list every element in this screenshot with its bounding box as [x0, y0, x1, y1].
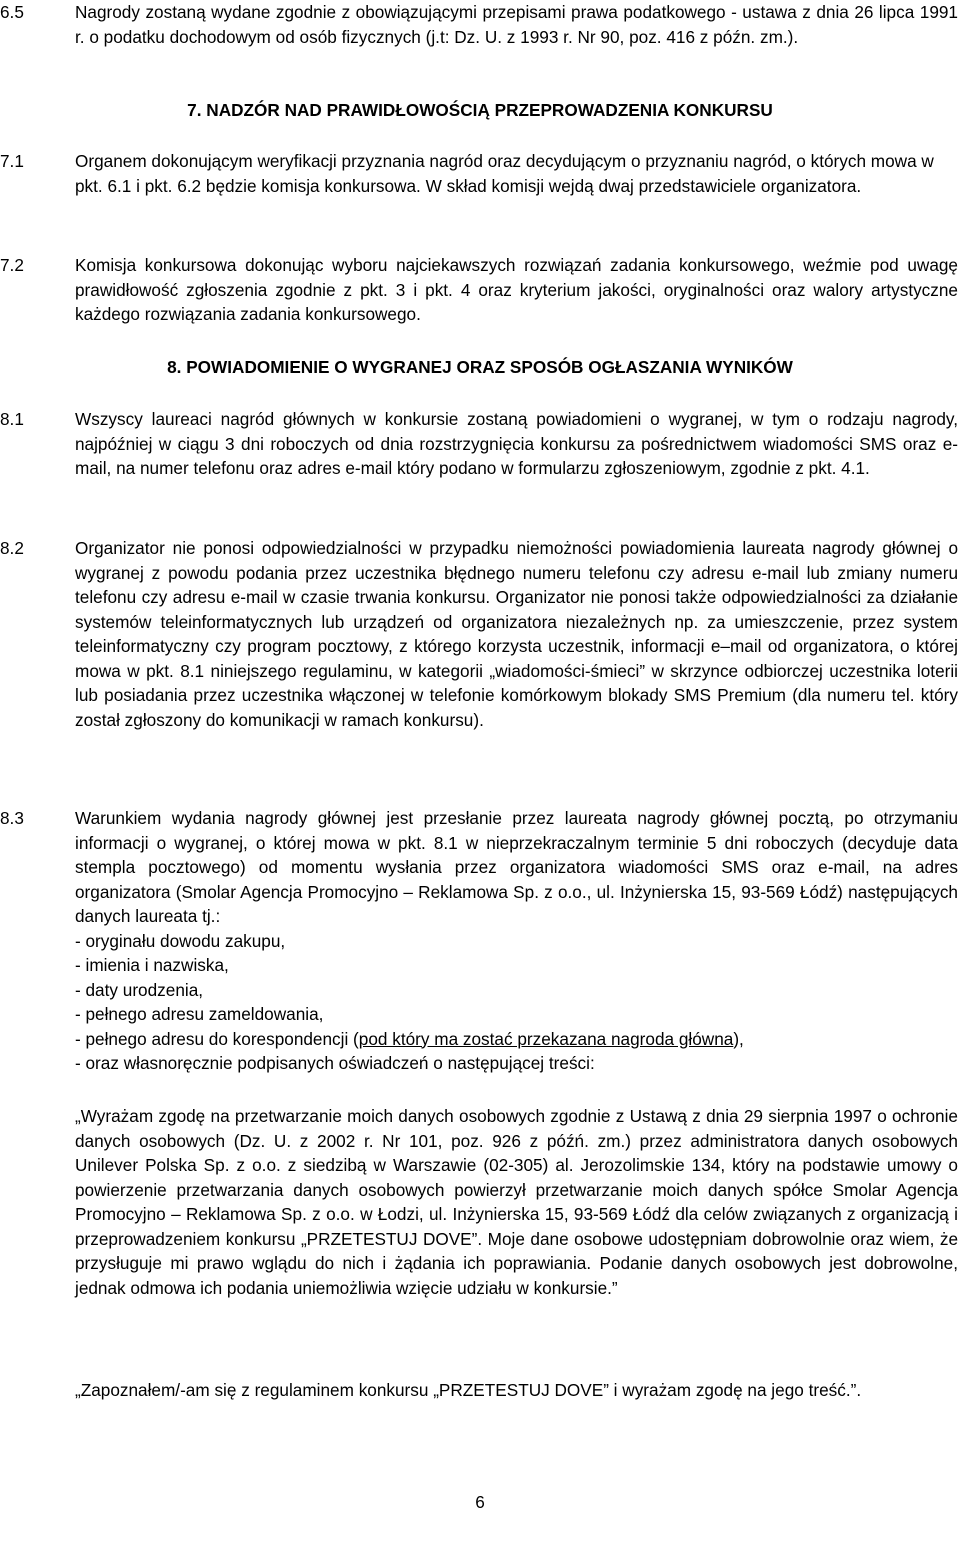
underlined-text: pod który ma zostać przekazana nagroda główna: [358, 1028, 734, 1049]
section-text: Nagrody zostaną wydane zgodnie z obowiązującymi przepisami prawa podatkowego - ustawa z dnia 26 lipca 1991 r. o podatku dochodowym od osób fizycznych (j.t: Dz. U. z 1993 r. Nr 90, poz. 416 z późn. zm.).: [75, 2, 958, 47]
list-item: - daty urodzenia,: [75, 979, 204, 1000]
consent-statement-2: [0, 1378, 958, 1403]
list-item: - oraz własnoręcznie podpisanych oświadczeń o następującej treści:: [75, 1053, 595, 1073]
page-number: 6: [475, 1492, 485, 1512]
section-8-2: [0, 536, 958, 732]
list-item-correspondence: [75, 1027, 958, 1052]
section-8-3: [0, 806, 958, 1076]
section-text: Warunkiem wydania nagrody głównej jest przesłanie przez laureata nagrody głównej pocztą, po otrzymaniu informacji o wygranej, o której mowa w pkt. 8.1 w nieprzekraczalnym terminie 5 dni roboczych (decyduje data stempla pocztowego) od momentu wysłania przez organizatora wiadomości SMS oraz e-mail, na adres organizatora (Smolar Agencja Promocyjno – Reklamowa Sp. z o.o., ul. Inżynierska 15, 93-569 Łódź) następujących danych laureata tj.:: [75, 808, 958, 926]
section-number: 6.5: [0, 2, 24, 22]
quote-text: „Wyrażam zgodę na przetwarzanie moich danych osobowych zgodnie z Ustawą z dnia 29 sierpnia 1997 o ochronie danych osobowych (Dz. U. z 2002 r. Nr 101, poz. 926 z późń. zm.) przez administratora danych osobowych Unilever Polska Sp. z o.o. z siedzibą w Warszawie (02-305) al. Jerozolimskie 134, który na podstawie umowy o powierzenie przetwarzania danych osobowych powierzył przetwarzanie moich danych spółce Smolar Agencja Promocyjno – Reklamowa Sp. z o.o. w Łodzi, ul. Inżynierska 15, 93-569 Łódź dla celów związanych z organizacją i przeprowadzeniem konkursu „PRZETESTUJ DOVE”. Moje dane osobowe udostępniam dobrowolnie oraz wiem, że przysługuje mi prawo wglądu do nich i żądania ich poprawiania. Podanie danych osobowych jest dobrowolne, jednak odmowa ich podania uniemożliwia wzięcie udziału w konkursie.”: [75, 1106, 958, 1298]
list-item: - imienia i nazwiska,: [75, 955, 229, 975]
section-7-1: [0, 149, 958, 198]
list-item-text-end: ),: [733, 1028, 744, 1049]
heading-section-8: 8. POWIADOMIENIE O WYGRANEJ ORAZ SPOSÓB OGŁASZANIA WYNIKÓW: [167, 357, 793, 377]
heading-section-7: 7. NADZÓR NAD PRAWIDŁOWOŚCIĄ PRZEPROWADZENIA KONKURSU: [187, 100, 773, 120]
section-number: 7.1: [0, 151, 24, 171]
section-number: 8.2: [0, 538, 24, 558]
list-item: - oryginału dowodu zakupu,: [75, 930, 286, 951]
section-7-2: [0, 253, 958, 327]
section-text: Organizator nie ponosi odpowiedzialności w przypadku niemożności powiadomienia laureata nagrody głównej o wygranej z powodu podania przez uczestnika błędnego numeru telefonu czy adresu e-mail lub zmiany numeru telefonu czy adresu e-mail w czasie trwania konkursu. Organizator nie ponosi także odpowiedzialności za działanie systemów teleinformatycznych lub urządzeń od organizatora niezależnych np. za umieszczenie, przez system teleinformatyczny czy program pocztowy, z którego korzysta uczestnik, informacji e–mail od organizatora, o której mowa w pkt. 8.1 niniejszego regulaminu, w kategorii „wiadomości-śmieci” w skrzynce odbiorczej uczestnika loterii lub posiadania przez uczestnika włączonej w telefonie komórkowym blokady SMS Premium (dla numeru tel. który został zgłoszony do komunikacji w ramach konkursu).: [75, 538, 958, 730]
consent-statement-1: [0, 1104, 958, 1300]
quote-text: „Zapoznałem/-am się z regulaminem konkursu „PRZETESTUJ DOVE” i wyrażam zgodę na jego treść.”.: [75, 1380, 862, 1400]
section-8-1: [0, 407, 958, 481]
section-text: Wszyscy laureaci nagród głównych w konkursie zostaną powiadomieni o wygranej, w tym o rodzaju nagrody, najpóźniej w ciągu 3 dni roboczych od dnia rozstrzygnięcia konkursu za pośrednictwem wiadomości SMS oraz e-mail, na numer telefonu oraz adres e-mail który podano w formularzu zgłoszeniowym, zgodnie z pkt. 4.1.: [75, 409, 958, 478]
section-number: 8.3: [0, 808, 24, 828]
section-text: Komisja konkursowa dokonując wyboru najciekawszych rozwiązań zadania konkursowego, weźmie pod uwagę prawidłowość zgłoszenia zgodnie z pkt. 3 i pkt. 4 oraz kryterium jakości, oryginalności oraz walory artystyczne każdego rozwiązania zadania konkursowego.: [75, 255, 958, 324]
section-text: Organem dokonującym weryfikacji przyznania nagród oraz decydującym o przyznaniu nagród, o których mowa w pkt. 6.1 i pkt. 6.2 będzie komisja konkursowa. W skład komisji wejdą dwaj przedstawiciele organizatora.: [75, 151, 934, 196]
list-item: - pełnego adresu zameldowania,: [75, 1004, 324, 1024]
section-number: 8.1: [0, 409, 24, 429]
section-6-5: [0, 0, 958, 49]
list-item-text: - pełnego adresu do korespondencji (: [75, 1028, 359, 1049]
section-number: 7.2: [0, 255, 24, 275]
section-text-block: [75, 806, 958, 1076]
